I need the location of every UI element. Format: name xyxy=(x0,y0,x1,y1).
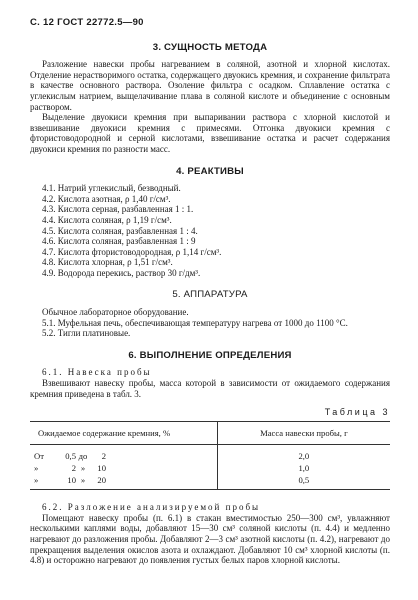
reagent-item: 4.2. Кислота азотная, ρ 1,40 г/см³. xyxy=(42,193,171,204)
section-6-2-paragraph: Помещают навеску пробы (п. 6.1) в стакан вместимостью 250—300 см³, увлажняют несколькими каплями воды, добавляют 15—30 см³ соляной кислоты (п. 4.4) и медленно нагревают до разложения пробы. Добавляют 2—3 см³ азотной кислоты (п. 4.2), нагревают до прекращения выделения окислов азота и охлаждают. Добавляют 10 см³ хлорной кислоты (п. 4.8) и осторожно нагревают до появления густых белых паров хлорной кислоты. xyxy=(30,512,390,566)
reagent-item: 4.1. Натрий углекислый, безводный. xyxy=(42,183,181,194)
reagent-item: 4.8. Кислота хлорная, ρ 1,51 г/см³. xyxy=(42,257,173,268)
range-prefix: » xyxy=(34,463,39,473)
table-header-sample-mass: Масса навески пробы, г xyxy=(217,421,390,445)
subsection-6-2-title: 6.2. Разложение анализируемой пробы xyxy=(42,502,261,513)
reagent-item: 4.3. Кислота серная, разбавленная 1 : 1. xyxy=(42,204,194,215)
section-5-title: 5. АППАРАТУРА xyxy=(172,289,248,301)
reagent-item: 4.5. Кислота соляная, разбавленная 1 : 4. xyxy=(42,225,198,236)
reagent-item: 4.9. Водорода перекись, раствор 30 г/дм³. xyxy=(42,267,201,278)
section-3-paragraph-1: Разложение навески пробы нагреванием в соляной, азотной и хлорной кислотах. Отделение нерастворимого остатка, содержащего двуокись кремния, и сохранение фильтрата в качестве основного раствора. Озоление фильтра с осадком. Сплавление остатка с углекислым натрием, выщелачивание плава в соляной кислоте и объединение с основным раствором. xyxy=(30,59,390,112)
section-5-paragraph-0: Обычное лабораторное оборудование. xyxy=(42,307,189,318)
reagent-item: 4.4. Кислота соляная, ρ 1,19 г/см³. xyxy=(42,214,172,225)
section-6-1-paragraph: Взвешивают навеску пробы, масса которой в зависимости от ожидаемого содержания кремния приведена в табл. 3. xyxy=(30,378,390,399)
range-from: 2 xyxy=(71,463,76,473)
table-row xyxy=(30,445,390,463)
content-range xyxy=(34,463,106,474)
section-6-title: 6. ВЫПОЛНЕНИЕ ОПРЕДЕЛЕНИЯ xyxy=(128,349,292,361)
reagent-item: 4.6. Кислота соляная, разбавленная 1 : 9 xyxy=(42,236,196,247)
table-row xyxy=(30,463,390,475)
table-row xyxy=(30,474,390,490)
table-header-silicon-content: Ожидаемое содержание кремния, % xyxy=(30,421,217,445)
page-header: С. 12 ГОСТ 22772.5—90 xyxy=(30,17,144,28)
range-to-word: » xyxy=(80,463,86,473)
sample-mass-value: 2,0 xyxy=(298,451,310,462)
section-5-paragraph-2: 5.2. Тигли платиновые. xyxy=(42,328,131,339)
range-to: 10 xyxy=(97,463,106,473)
range-prefix: От xyxy=(34,451,44,462)
range-from: 10 xyxy=(67,474,76,485)
range-to-word: » xyxy=(80,474,86,485)
range-to: 20 xyxy=(97,474,106,485)
section-3-title: 3. СУЩНОСТЬ МЕТОДА xyxy=(152,41,268,53)
sample-mass-value: 1,0 xyxy=(298,463,310,473)
content-range xyxy=(34,475,106,486)
table-3-label xyxy=(30,407,390,418)
table-3-label-text: Таблица 3 xyxy=(324,407,390,418)
reagent-item: 4.7. Кислота фтористоводородная, ρ 1,14 г/см³. xyxy=(42,246,222,257)
subsection-6-1-title: 6.1. Навеска пробы xyxy=(42,367,152,378)
table-3 xyxy=(30,421,390,490)
section-3-paragraph-2: Выделение двуокиси кремния при выпаривании раствора с хлорной кислотой и взвешивание двуокиси кремния с примесями. Отгонка двуокиси кремния с фтористоводородной и серной кислотами, взвешивание остатка и расчет содержания двуокиси кремния по разности масс. xyxy=(30,112,390,154)
range-prefix: » xyxy=(34,474,39,485)
content-range xyxy=(34,451,106,462)
section-4-title: 4. РЕАКТИВЫ xyxy=(176,165,244,177)
reagents-list xyxy=(30,183,390,278)
section-5-paragraph-1: 5.1. Муфельная печь, обеспечивающая температуру нагрева от 1000 до 1100 °С. xyxy=(42,317,348,328)
sample-mass-value: 0,5 xyxy=(217,474,390,490)
range-to-word: до xyxy=(78,451,88,462)
range-to: 2 xyxy=(101,451,106,462)
range-from: 0,5 xyxy=(65,451,76,462)
